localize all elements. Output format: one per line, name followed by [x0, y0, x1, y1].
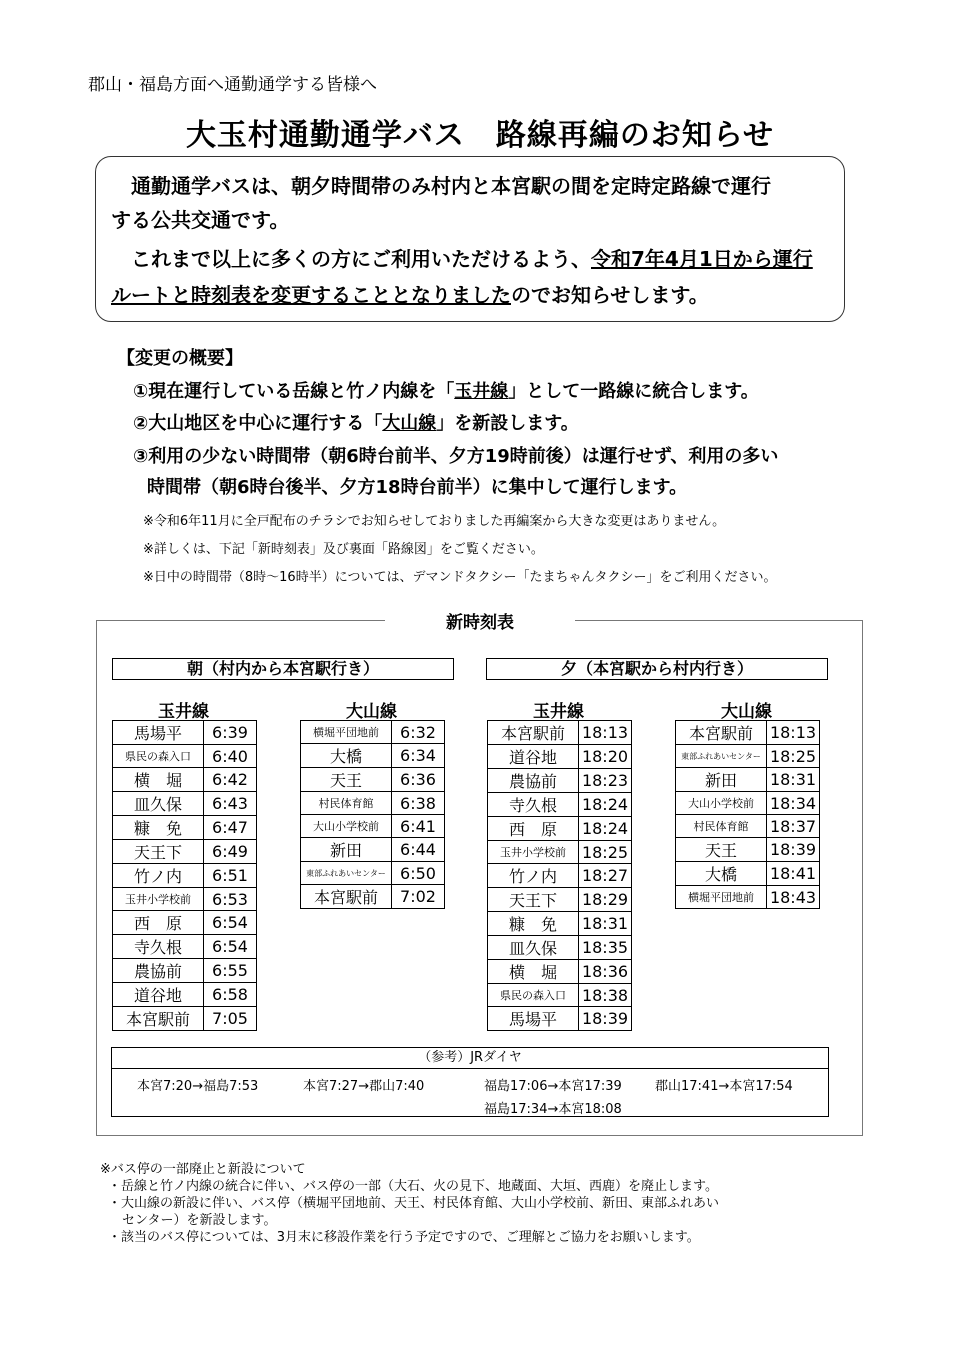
- stop-name: 皿久保: [488, 936, 579, 960]
- note-3: ※日中の時間帯（8時～16時半）については、デマンドタクシー「たまちゃんタクシー」をご利用ください。: [143, 570, 777, 585]
- timetable-row: [488, 841, 632, 864]
- departure-time: 6:43: [204, 792, 257, 816]
- morning-tamai-title: 玉井線: [158, 702, 209, 722]
- timetable-row: [676, 721, 820, 745]
- departure-time: 6:55: [204, 959, 257, 983]
- intro-line-3: [111, 245, 841, 273]
- intro-line-4-plain: のでお知らせします。: [511, 283, 709, 307]
- timetable-row: [488, 793, 632, 817]
- timetable-row: [488, 1007, 632, 1031]
- departure-time: 7:05: [204, 1007, 257, 1031]
- timetable-row: [301, 721, 445, 744]
- stop-name: 西 原: [488, 817, 579, 841]
- departure-time: 18:39: [767, 838, 820, 862]
- summary-item-1-pre: ①現在運行している岳線と竹ノ内線を「: [133, 381, 455, 402]
- jr-entry: 本宮7:27→郡山7:40: [303, 1079, 425, 1094]
- departure-time: 6:51: [204, 864, 257, 888]
- summary-item-2-post: 」を新設します。: [436, 413, 579, 434]
- timetable-row: [113, 935, 257, 959]
- stop-name: 天王: [676, 838, 767, 862]
- jr-entry: 郡山17:41→本宮17:54: [655, 1079, 793, 1094]
- departure-time: 18:34: [767, 792, 820, 815]
- summary-item-1: [133, 377, 759, 403]
- departure-time: 6:44: [392, 838, 445, 862]
- departure-time: 18:23: [579, 769, 632, 793]
- departure-time: 18:25: [579, 841, 632, 864]
- stop-name: 玉井小学校前: [488, 841, 579, 864]
- morning-oyama-table: [300, 720, 445, 909]
- departure-time: 18:24: [579, 793, 632, 817]
- timetable-row: [488, 888, 632, 912]
- timetable-row: [113, 864, 257, 888]
- morning-header: 朝（村内から本宮駅行き）: [112, 658, 454, 680]
- jr-header: （参考）JRダイヤ: [111, 1047, 829, 1069]
- morning-oyama-title: 大山線: [346, 702, 397, 722]
- departure-time: 6:49: [204, 840, 257, 864]
- stop-name: 糠 免: [488, 912, 579, 936]
- footer-line: ・該当のバス停については、3月末に移設作業を行う予定ですので、ご理解とご協力をお願いします。: [108, 1230, 700, 1245]
- departure-time: 18:38: [579, 984, 632, 1007]
- timetable-row: [676, 838, 820, 862]
- summary-item-3: ③利用の少ない時間帯（朝6時台前半、夕方19時前後）は運行せず、利用の多い: [133, 446, 779, 467]
- departure-time: 6:42: [204, 768, 257, 792]
- timetable-row: [488, 745, 632, 769]
- note-1: ※令和6年11月に全戸配布のチラシでお知らせしておりました再編案から大きな変更はありません。: [143, 514, 726, 529]
- timetable-row: [301, 744, 445, 768]
- departure-time: 18:25: [767, 745, 820, 768]
- departure-time: 18:31: [579, 912, 632, 936]
- timetable-row: [488, 912, 632, 936]
- departure-time: 6:54: [204, 911, 257, 935]
- departure-time: 18:37: [767, 815, 820, 838]
- timetable-row: [676, 792, 820, 815]
- timetable-row: [676, 886, 820, 909]
- timetable-row: [113, 792, 257, 816]
- departure-time: 7:02: [392, 885, 445, 909]
- evening-oyama-title: 大山線: [721, 702, 772, 722]
- timetable-row: [113, 721, 257, 745]
- morning-tamai-table: [112, 720, 257, 1031]
- timetable-row: [301, 768, 445, 792]
- footer-line: センター）を新設します。: [122, 1213, 277, 1228]
- stop-name: 馬場平: [488, 1007, 579, 1031]
- stop-name: 本宮駅前: [676, 721, 767, 745]
- timetable-row: [488, 984, 632, 1007]
- stop-name: 寺久根: [488, 793, 579, 817]
- stop-name: 本宮駅前: [113, 1007, 204, 1031]
- departure-time: 6:36: [392, 768, 445, 792]
- stop-name: 東部ふれあいセンター: [301, 862, 392, 885]
- departure-time: 6:38: [392, 792, 445, 815]
- evening-tamai-title: 玉井線: [533, 702, 584, 722]
- departure-time: 6:58: [204, 983, 257, 1007]
- timetable-row: [301, 885, 445, 909]
- timetable-row: [301, 838, 445, 862]
- summary-item-2-line: 大山線: [382, 413, 437, 434]
- stop-name: 横 堀: [113, 768, 204, 792]
- departure-time: 18:27: [579, 864, 632, 888]
- departure-time: 18:13: [767, 721, 820, 745]
- jr-entry: 福島17:34→本宮18:08: [484, 1102, 622, 1117]
- footer-line: ・大山線の新設に伴い、バス停（横堀平団地前、天王、村民体育館、大山小学校前、新田、東部ふれあい: [108, 1196, 720, 1211]
- timetable-row: [676, 768, 820, 792]
- stop-name: 西 原: [113, 911, 204, 935]
- stop-name: 馬場平: [113, 721, 204, 745]
- timetable-row: [113, 888, 257, 911]
- departure-time: 6:41: [392, 815, 445, 838]
- departure-time: 6:32: [392, 721, 445, 744]
- timetable-row: [113, 1007, 257, 1031]
- stop-name: 横 堀: [488, 960, 579, 984]
- timetable-label: 新時刻表: [385, 608, 575, 633]
- summary-item-2-pre: ②大山地区を中心に運行する「: [133, 413, 383, 434]
- stop-name: 本宮駅前: [488, 721, 579, 745]
- stop-name: 天王下: [488, 888, 579, 912]
- stop-name: 横堀平団地前: [676, 886, 767, 909]
- timetable-row: [488, 817, 632, 841]
- departure-time: 6:40: [204, 745, 257, 768]
- evening-tamai-table: [487, 720, 632, 1031]
- footer-heading: ※バス停の一部廃止と新設について: [100, 1162, 306, 1177]
- stop-name: 新田: [301, 838, 392, 862]
- intro-line-4: [111, 281, 841, 309]
- stop-name: 村民体育館: [676, 815, 767, 838]
- timetable-row: [113, 768, 257, 792]
- stop-name: 横堀平団地前: [301, 721, 392, 744]
- departure-time: 18:31: [767, 768, 820, 792]
- page-title: 大玉村通勤通学バス 路線再編のお知らせ: [185, 118, 775, 153]
- timetable-row: [113, 911, 257, 935]
- stop-name: 竹ノ内: [113, 864, 204, 888]
- timetable-row: [488, 721, 632, 745]
- intro-effective-date: 令和7年4月1日から運行: [591, 247, 813, 271]
- timetable-row: [301, 792, 445, 815]
- summary-item-2: [133, 409, 579, 435]
- timetable-row: [676, 862, 820, 886]
- departure-time: 18:36: [579, 960, 632, 984]
- stop-name: 道谷地: [113, 983, 204, 1007]
- departure-time: 18:41: [767, 862, 820, 886]
- departure-time: 6:50: [392, 862, 445, 885]
- jr-entry: 福島17:06→本宮17:39: [484, 1079, 622, 1094]
- summary-item-1-line: 玉井線: [454, 381, 509, 402]
- evening-oyama-table: [675, 720, 820, 909]
- stop-name: 糠 免: [113, 816, 204, 840]
- stop-name: 天王下: [113, 840, 204, 864]
- departure-time: 6:39: [204, 721, 257, 745]
- stop-name: 県民の森入口: [488, 984, 579, 1007]
- departure-time: 18:35: [579, 936, 632, 960]
- timetable-row: [113, 983, 257, 1007]
- stop-name: 新田: [676, 768, 767, 792]
- intro-line-3-plain: これまで以上に多くの方にご利用いただけるよう、: [111, 247, 591, 271]
- stop-name: 本宮駅前: [301, 885, 392, 909]
- stop-name: 天王: [301, 768, 392, 792]
- departure-time: 18:24: [579, 817, 632, 841]
- timetable-row: [301, 815, 445, 838]
- departure-time: 18:39: [579, 1007, 632, 1031]
- timetable-row: [488, 936, 632, 960]
- departure-time: 6:54: [204, 935, 257, 959]
- stop-name: 大山小学校前: [301, 815, 392, 838]
- stop-name: 大橋: [301, 744, 392, 768]
- footer-line: ・岳線と竹ノ内線の統合に伴い、バス停の一部（大石、火の見下、地蔵面、大垣、西鹿）を廃止します。: [108, 1179, 718, 1194]
- summary-heading: 【変更の概要】: [117, 348, 243, 369]
- stop-name: 村民体育館: [301, 792, 392, 815]
- stop-name: 大山小学校前: [676, 792, 767, 815]
- stop-name: 道谷地: [488, 745, 579, 769]
- timetable-row: [488, 864, 632, 888]
- timetable-row: [113, 959, 257, 983]
- departure-time: 18:29: [579, 888, 632, 912]
- stop-name: 竹ノ内: [488, 864, 579, 888]
- departure-time: 18:43: [767, 886, 820, 909]
- timetable-row: [301, 862, 445, 885]
- timetable-row: [488, 769, 632, 793]
- jr-entry: 本宮7:20→福島7:53: [137, 1079, 259, 1094]
- departure-time: 6:47: [204, 816, 257, 840]
- timetable-row: [113, 840, 257, 864]
- intro-line-2: する公共交通です。: [111, 208, 290, 232]
- timetable-row: [488, 960, 632, 984]
- intro-change-statement: ルートと時刻表を変更することとなりました: [111, 283, 511, 307]
- stop-name: 大橋: [676, 862, 767, 886]
- stop-name: 農協前: [113, 959, 204, 983]
- timetable-row: [676, 815, 820, 838]
- departure-time: 6:34: [392, 744, 445, 768]
- stop-name: 玉井小学校前: [113, 888, 204, 911]
- timetable-row: [113, 745, 257, 768]
- timetable-row: [676, 745, 820, 768]
- departure-time: 18:13: [579, 721, 632, 745]
- stop-name: 寺久根: [113, 935, 204, 959]
- stop-name: 皿久保: [113, 792, 204, 816]
- addressee: 郡山・福島方面へ通勤通学する皆様へ: [88, 75, 377, 95]
- stop-name: 農協前: [488, 769, 579, 793]
- note-2: ※詳しくは、下記「新時刻表」及び裏面「路線図」をご覧ください。: [143, 542, 544, 557]
- evening-header: 夕（本宮駅から村内行き）: [486, 658, 828, 680]
- departure-time: 18:20: [579, 745, 632, 769]
- intro-line-1: 通勤通学バスは、朝夕時間帯のみ村内と本宮駅の間を定時定路線で運行: [111, 174, 771, 198]
- summary-item-1-post: 」として一路線に統合します。: [508, 381, 759, 402]
- departure-time: 6:53: [204, 888, 257, 911]
- summary-item-3-cont: 時間帯（朝6時台後半、夕方18時台前半）に集中して運行します。: [147, 477, 688, 498]
- timetable-row: [113, 816, 257, 840]
- stop-name: 東部ふれあいセンター: [676, 745, 767, 768]
- stop-name: 県民の森入口: [113, 745, 204, 768]
